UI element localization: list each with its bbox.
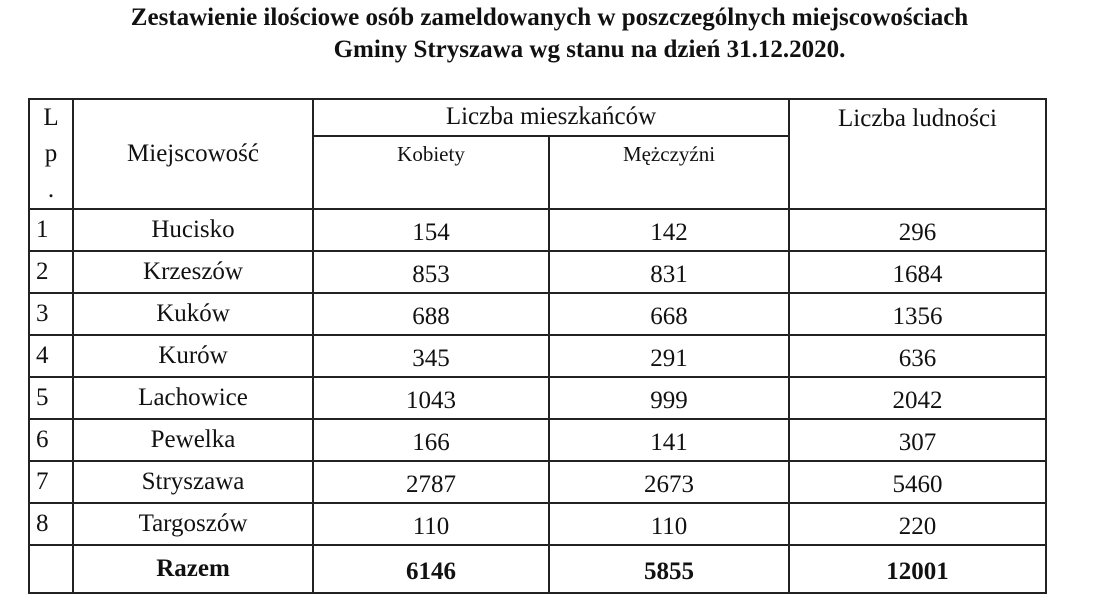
cell-men: 668 xyxy=(549,293,789,335)
cell-total: 296 xyxy=(789,209,1046,251)
cell-men: 291 xyxy=(549,335,789,377)
totals-women: 6146 xyxy=(313,545,549,593)
cell-total: 220 xyxy=(789,503,1046,545)
cell-lp-empty xyxy=(29,545,73,593)
totals-row xyxy=(29,545,1046,593)
cell-men: 110 xyxy=(549,503,789,545)
cell-place: Kuków xyxy=(73,293,313,335)
title-line-2: Gminy Stryszawa wg stanu na dzień 31.12.2020. xyxy=(333,36,846,63)
totals-men: 5855 xyxy=(549,545,789,593)
totals-total: 12001 xyxy=(789,545,1046,593)
cell-men: 142 xyxy=(549,209,789,251)
cell-total: 1684 xyxy=(789,251,1046,293)
cell-lp: 7 xyxy=(29,461,73,503)
table-row xyxy=(29,209,1046,251)
cell-place: Hucisko xyxy=(73,209,313,251)
table-row xyxy=(29,461,1046,503)
header-place: Miejscowość xyxy=(73,99,313,209)
cell-men: 141 xyxy=(549,419,789,461)
header-row xyxy=(29,99,1046,136)
title-line-1: Zestawienie ilościowe osób zameldowanych w poszczególnych miejscowościach xyxy=(130,4,969,31)
cell-women: 345 xyxy=(313,335,549,377)
cell-place: Stryszawa xyxy=(73,461,313,503)
cell-lp: 1 xyxy=(29,209,73,251)
cell-women: 853 xyxy=(313,251,549,293)
document-title xyxy=(0,2,1099,66)
cell-place: Pewelka xyxy=(73,419,313,461)
cell-lp: 3 xyxy=(29,293,73,335)
table-row xyxy=(29,335,1046,377)
table-row xyxy=(29,251,1046,293)
cell-women: 154 xyxy=(313,209,549,251)
cell-women: 166 xyxy=(313,419,549,461)
cell-women: 110 xyxy=(313,503,549,545)
cell-lp: 8 xyxy=(29,503,73,545)
cell-total: 5460 xyxy=(789,461,1046,503)
header-women: Kobiety xyxy=(313,136,549,209)
cell-place: Krzeszów xyxy=(73,251,313,293)
table-row xyxy=(29,377,1046,419)
table-row xyxy=(29,293,1046,335)
cell-lp: 4 xyxy=(29,335,73,377)
cell-total: 636 xyxy=(789,335,1046,377)
cell-lp: 6 xyxy=(29,419,73,461)
header-men: Mężczyźni xyxy=(549,136,789,209)
header-lp: L p . xyxy=(29,99,73,209)
population-table xyxy=(28,98,1047,594)
totals-label: Razem xyxy=(73,545,313,593)
table-row xyxy=(29,419,1046,461)
cell-women: 1043 xyxy=(313,377,549,419)
cell-women: 688 xyxy=(313,293,549,335)
header-residents: Liczba mieszkańców xyxy=(313,99,789,136)
cell-lp: 5 xyxy=(29,377,73,419)
cell-place: Targoszów xyxy=(73,503,313,545)
cell-men: 831 xyxy=(549,251,789,293)
cell-lp: 2 xyxy=(29,251,73,293)
cell-total: 307 xyxy=(789,419,1046,461)
cell-place: Lachowice xyxy=(73,377,313,419)
header-population: Liczba ludności xyxy=(789,99,1046,209)
cell-place: Kurów xyxy=(73,335,313,377)
cell-total: 1356 xyxy=(789,293,1046,335)
cell-men: 999 xyxy=(549,377,789,419)
cell-men: 2673 xyxy=(549,461,789,503)
cell-total: 2042 xyxy=(789,377,1046,419)
table-row xyxy=(29,503,1046,545)
cell-women: 2787 xyxy=(313,461,549,503)
